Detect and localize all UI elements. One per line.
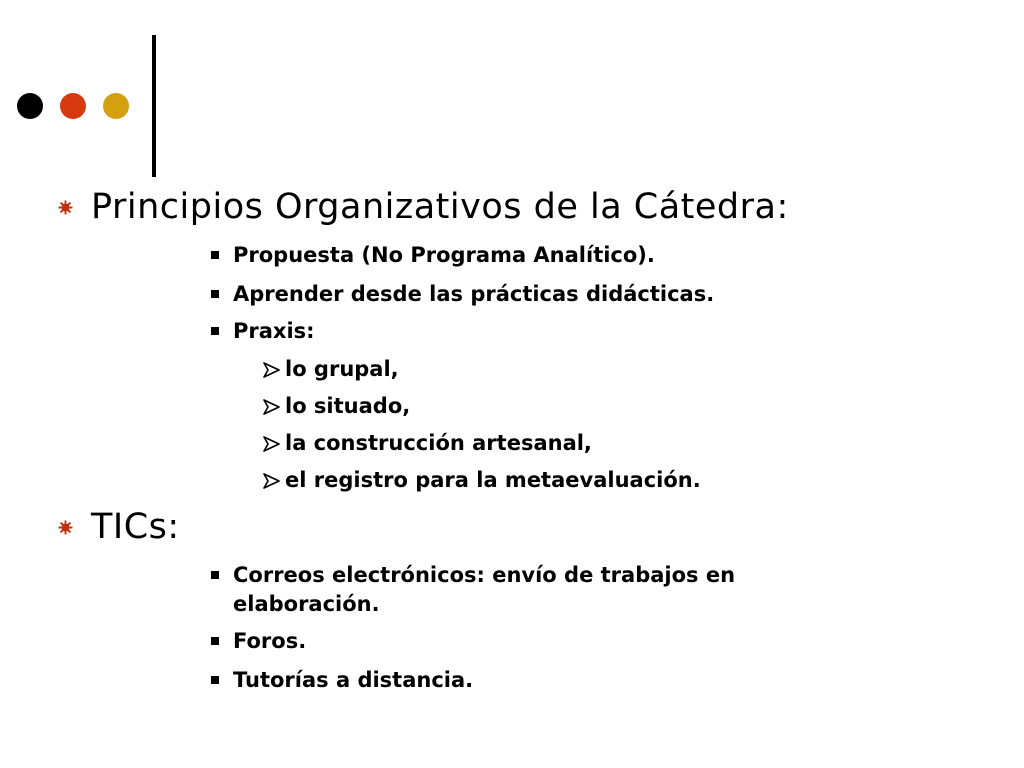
square-bullet-icon [211,676,219,684]
square-bullet-icon [211,327,219,335]
sub-list-item [263,466,701,495]
list-item-text: Correos electrónicos: envío de trabajos en elaboración. [233,563,736,616]
square-bullet-icon [211,571,219,579]
sub-list-item-text: lo grupal, [285,357,399,381]
list-item [211,280,861,309]
decorative-dot-red [60,93,86,119]
decorative-dot-gold [103,93,129,119]
sun-bullet-icon [58,520,73,535]
section-heading-principios [58,187,789,227]
list-item-text: Aprender desde las prácticas didácticas. [233,282,715,306]
square-bullet-icon [211,290,219,298]
list-item [211,666,861,695]
sub-list-item-text: el registro para la metaevaluación. [285,468,701,492]
section-heading-tics [58,507,180,547]
decorative-dot-black [17,93,43,119]
list-item-text: Foros. [233,629,307,653]
list-item-text: Propuesta (No Programa Analítico). [233,243,655,267]
sub-list-item [263,392,410,421]
arrow-bullet-icon [263,473,281,489]
section-heading-text: Principios Organizativos de la Cátedra: [91,187,789,227]
sub-list-item-text: lo situado, [285,394,411,418]
list-item [211,241,861,270]
arrow-bullet-icon [263,362,281,378]
sub-list-item [263,355,399,384]
list-item [211,561,861,619]
decorative-vertical-line [152,35,156,177]
arrow-bullet-icon [263,399,281,415]
sub-list-item [263,429,592,458]
sun-bullet-icon [58,200,73,215]
list-item-text: Tutorías a distancia. [233,668,474,692]
sub-list-item-text: la construcción artesanal, [285,431,592,455]
section-heading-text: TICs: [91,507,180,547]
list-item [211,627,861,656]
list-item [211,317,861,346]
square-bullet-icon [211,251,219,259]
list-item-text: Praxis: [233,319,315,343]
arrow-bullet-icon [263,436,281,452]
square-bullet-icon [211,637,219,645]
